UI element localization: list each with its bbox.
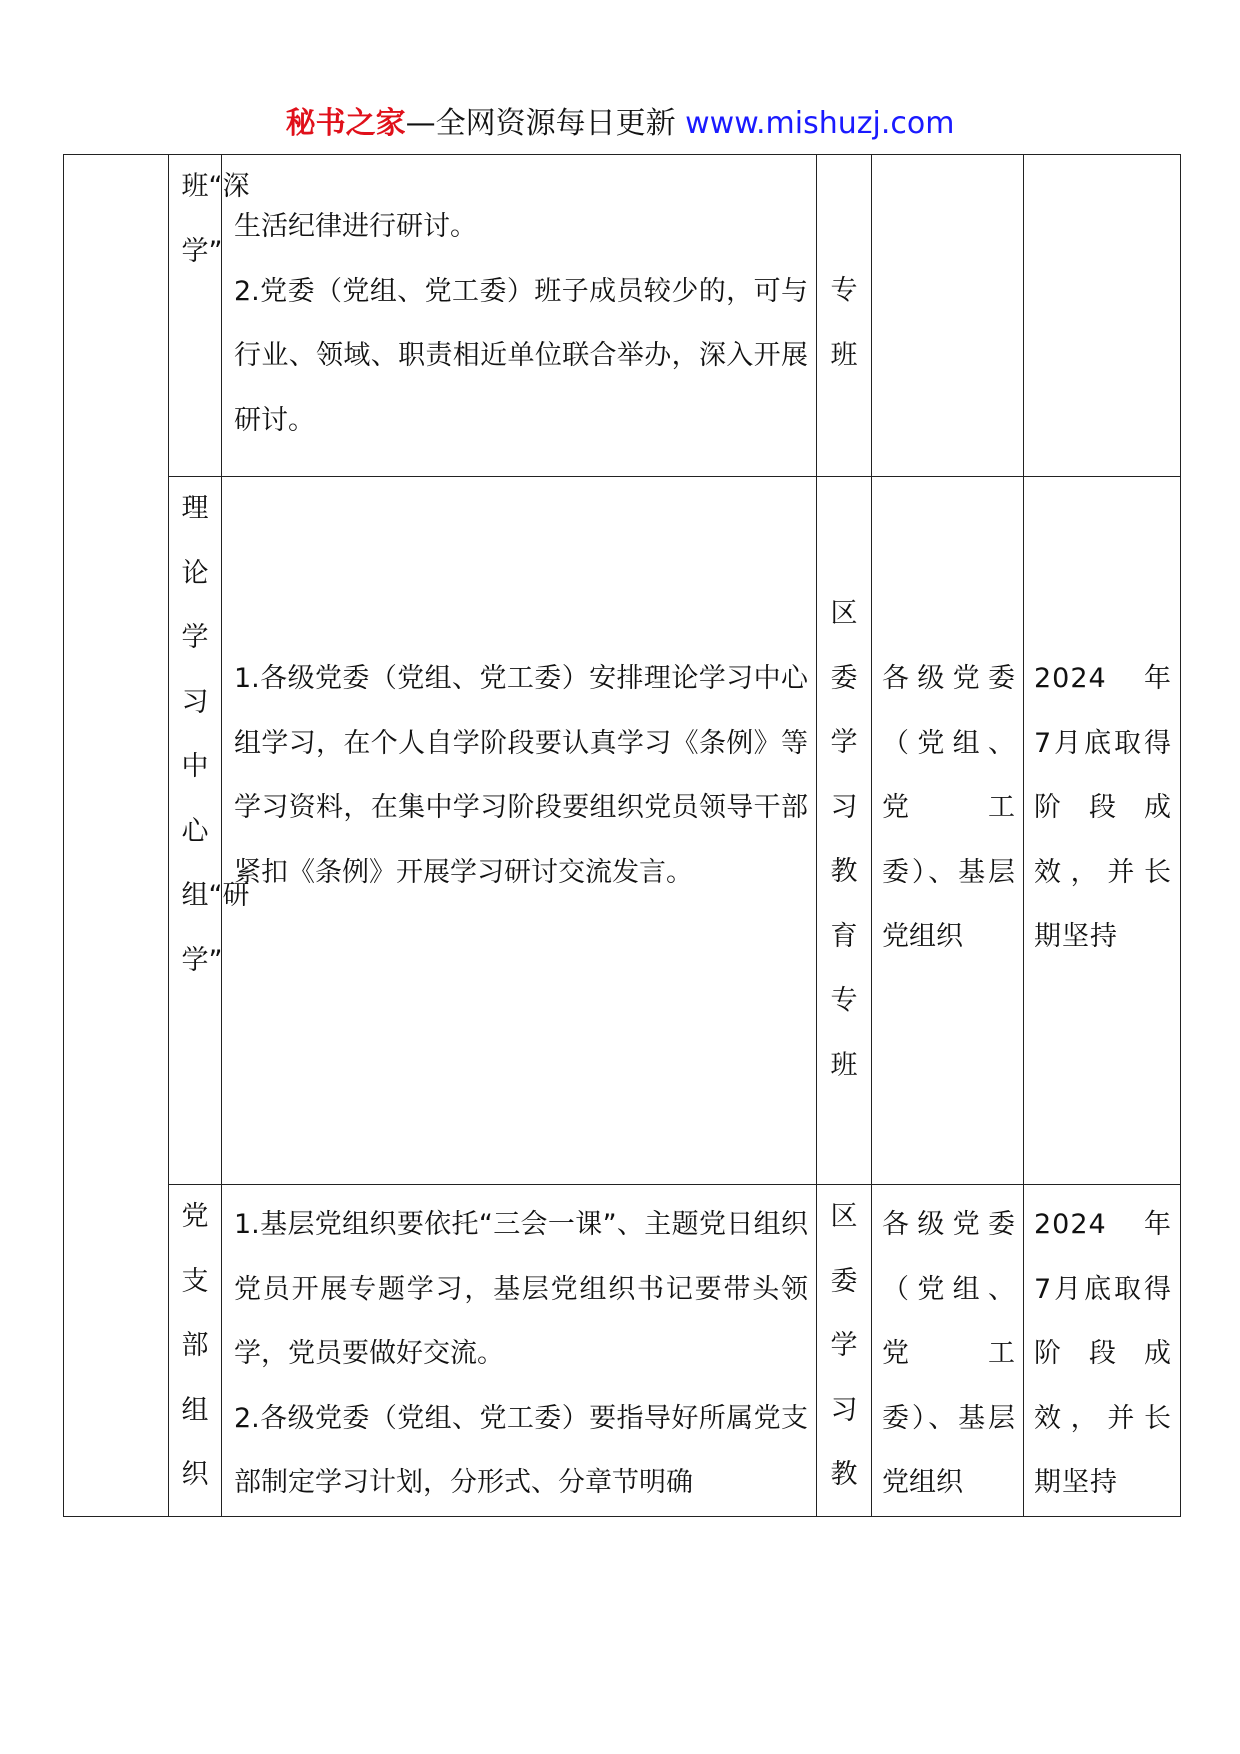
responsible-text: 各级党委（党组、党 工委）、基层党组织 (882, 663, 1015, 952)
item-name-cell (169, 1185, 222, 1517)
time-cell (1024, 155, 1181, 477)
content-paragraph: 2.党委（党组、党工委）班子成员较少的，可与行业、领域、职责相近单位联合举办，深入开展研讨。 (234, 275, 808, 436)
table-row (64, 477, 1181, 1185)
lead-unit: 区委学习教育专班 (830, 598, 858, 1081)
time-text: 2024 年7月底取得阶段成效，并长期坚持 (1034, 663, 1172, 952)
time-cell (1024, 1185, 1181, 1517)
work-plan-table (63, 154, 1181, 1517)
website-link[interactable]: www.mishuzj.com (685, 106, 955, 141)
content-paragraph: 2.各级党委（党组、党工委）要指导好所属党支部制定学习计划，分形式、分章节明确 (234, 1402, 808, 1498)
header-tagline: —全网资源每日更新 (405, 106, 686, 141)
item-name-cell (169, 477, 250, 1185)
responsible-cell (872, 477, 1024, 1185)
responsible-cell (872, 1185, 1024, 1517)
lead-unit-cell (817, 1185, 872, 1517)
content-paragraph: 1.基层党组织要依托“三会一课”、主题党日组织党员开展专题学习，基层党组织书记要带头领学，党员要做好交流。 (234, 1209, 808, 1369)
lead-unit-cell (817, 155, 872, 477)
item-name-cell (169, 155, 250, 477)
content-paragraph: 生活纪律进行研讨。 (234, 211, 477, 242)
content-cell (222, 1185, 817, 1517)
lead-unit: 专班 (830, 275, 858, 371)
responsible-cell (872, 155, 1024, 477)
table-row (64, 155, 1181, 477)
content-cell (222, 155, 817, 477)
item-name: 班“深学” (181, 171, 250, 267)
lead-unit: 区委学习教 (830, 1201, 858, 1490)
lead-unit-cell (817, 477, 872, 1185)
content-cell (222, 477, 817, 1185)
category-cell (64, 155, 169, 1517)
item-name: 理论学习中心组“研学” (181, 493, 250, 976)
time-text: 2024 年7月底取得阶段成效，并长期坚持 (1034, 1209, 1172, 1498)
responsible-text: 各级党委（党组、党 工委）、基层党组织 (882, 1209, 1015, 1498)
brand-name: 秘书之家 (285, 106, 406, 141)
item-name: 党支部组织 (181, 1201, 209, 1490)
content-paragraph: 1.各级党委（党组、党工委）安排理论学习中心组学习，在个人自学阶段要认真学习《条例》等学习资料，在集中学习阶段要组织党员领导干部紧扣《条例》开展学习研讨交流发言。 (234, 663, 808, 888)
table-row (64, 1185, 1181, 1517)
time-cell (1024, 477, 1181, 1185)
page-header (0, 100, 1240, 148)
